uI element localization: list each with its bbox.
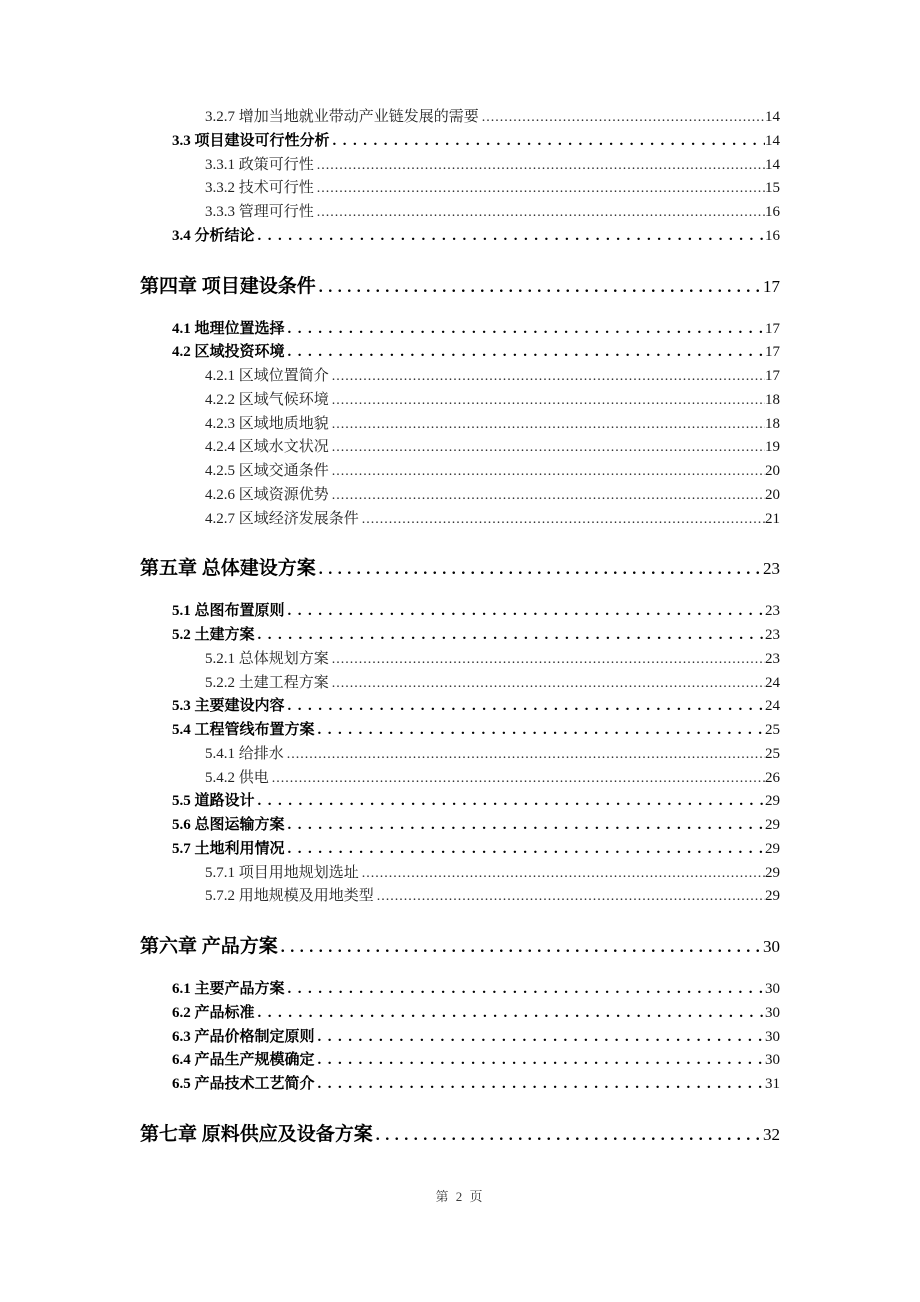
toc-entry-page: 14: [765, 132, 780, 149]
toc-entry-label: 6.5 产品技术工艺简介: [172, 1076, 315, 1092]
toc-chapter-entry[interactable]: [140, 932, 780, 962]
toc-entry-page: 14: [765, 109, 780, 125]
toc-leader-dots: [255, 225, 765, 249]
toc-leader-dots: [330, 130, 765, 154]
toc-chapter-entry[interactable]: [140, 1120, 780, 1150]
toc-chapter-entry[interactable]: [140, 554, 780, 584]
toc-leader-dots: [374, 885, 765, 909]
toc-entry-label: 3.4 分析结论: [172, 227, 255, 244]
toc-entry-page: 24: [765, 698, 780, 715]
toc-entry-label: 5.2 土建方案: [172, 627, 255, 643]
toc-entry-page: 29: [765, 864, 780, 881]
toc-entry-label: 5.4.1 给排水: [205, 745, 284, 762]
toc-entry-label: 5.6 总图运输方案: [172, 817, 285, 833]
toc-entry-page: 17: [765, 320, 780, 337]
toc-leader-dots: [255, 790, 765, 814]
toc-entry[interactable]: [140, 885, 780, 909]
toc-entry[interactable]: [140, 862, 780, 886]
toc-entry-label: 3.3.1 政策可行性: [205, 156, 314, 173]
toc-entry-label: 6.4 产品生产规模确定: [172, 1052, 315, 1069]
toc-entry-label: 5.2.2 土建工程方案: [205, 674, 329, 691]
toc-entry-page: 29: [765, 888, 780, 905]
toc-entry-page: 17: [763, 276, 780, 296]
toc-entry-label: 4.2.6 区域资源优势: [205, 486, 329, 503]
toc-entry-label: 4.2.3 区域地质地貌: [205, 415, 329, 432]
toc-leader-dots: [285, 814, 765, 838]
toc-entry[interactable]: [140, 624, 780, 648]
toc-entry-page: 14: [765, 156, 780, 173]
toc-entry-label: 4.2 区域投资环境: [172, 344, 285, 361]
toc-entry-page: 25: [765, 745, 780, 762]
toc-entry-page: 17: [765, 368, 780, 384]
toc-leader-dots: [314, 177, 765, 201]
toc-entry[interactable]: [140, 978, 780, 1002]
toc-entry[interactable]: [140, 648, 780, 672]
toc-entry-page: 23: [765, 603, 780, 620]
toc-entry[interactable]: [140, 130, 780, 154]
toc-entry[interactable]: [140, 672, 780, 696]
toc-leader-dots: [329, 460, 765, 484]
toc-leader-dots: [269, 767, 765, 791]
toc-leader-dots: [329, 365, 765, 389]
toc-leader-dots: [285, 600, 765, 624]
toc-entry-label: 5.7.2 用地规模及用地类型: [205, 888, 374, 905]
toc-chapter-entry[interactable]: [140, 272, 780, 302]
toc-entry[interactable]: [140, 1002, 780, 1026]
toc-entry-page: 16: [765, 204, 780, 220]
toc-entry[interactable]: [140, 460, 780, 484]
toc-entry[interactable]: [140, 201, 780, 225]
toc-entry-page: 29: [765, 840, 780, 857]
toc-entry-label: 4.2.7 区域经济发展条件: [205, 510, 359, 527]
toc-entry-page: 20: [765, 463, 780, 479]
toc-entry[interactable]: [140, 413, 780, 437]
page-footer: [0, 1186, 920, 1205]
toc-leader-dots: [359, 508, 765, 532]
toc-leader-dots: [314, 154, 765, 178]
toc-entry-page: 24: [765, 674, 780, 691]
toc-entry-label: 4.2.4 区域水文状况: [205, 439, 329, 456]
toc-leader-dots: [255, 1002, 765, 1026]
toc-entry-label: 5.7.1 项目用地规划选址: [205, 864, 359, 881]
toc-leader-dots: [285, 341, 765, 365]
toc-entry-label: 第五章 总体建设方案: [140, 558, 316, 580]
toc-leader-dots: [315, 719, 765, 743]
toc-entry[interactable]: [140, 365, 780, 389]
toc-leader-dots: [316, 554, 763, 585]
toc-leader-dots: [479, 106, 765, 130]
toc-entry-page: 30: [763, 937, 780, 956]
toc-entry-label: 3.2.7 增加当地就业带动产业链发展的需要: [205, 109, 479, 125]
toc-entry-label: 5.5 道路设计: [172, 793, 255, 810]
toc-leader-dots: [315, 1049, 765, 1073]
toc-entry-label: 6.1 主要产品方案: [172, 981, 285, 997]
toc-entry-label: 第七章 原料供应及设备方案: [140, 1123, 373, 1145]
toc-entry-page: 23: [765, 650, 780, 667]
toc-entry[interactable]: [140, 341, 780, 365]
toc-entry[interactable]: [140, 1026, 780, 1050]
toc-entry-page: 20: [765, 486, 780, 503]
toc-leader-dots: [284, 743, 765, 767]
toc-leader-dots: [316, 272, 763, 303]
toc-leader-dots: [373, 1120, 763, 1151]
toc-leader-dots: [255, 624, 765, 648]
toc-entry-label: 3.3.2 技术可行性: [205, 180, 314, 197]
toc-leader-dots: [315, 1073, 765, 1097]
toc-entry-label: 6.3 产品价格制定原则: [172, 1028, 315, 1045]
toc-entry-label: 5.4.2 供电: [205, 769, 269, 786]
toc-entry[interactable]: [140, 508, 780, 532]
toc-entry-page: 31: [765, 1076, 780, 1092]
toc-leader-dots: [285, 978, 765, 1002]
toc-entry-label: 5.3 主要建设内容: [172, 698, 285, 715]
toc-entry[interactable]: [140, 106, 780, 130]
toc-entry-label: 5.1 总图布置原则: [172, 603, 285, 620]
toc-entry-page: 19: [765, 439, 780, 456]
toc-leader-dots: [329, 389, 765, 413]
toc-entry[interactable]: [140, 389, 780, 413]
toc-entry[interactable]: [140, 225, 780, 249]
toc-entry-page: 29: [765, 817, 780, 833]
toc-entry-label: 第六章 产品方案: [140, 936, 278, 957]
toc-entry-label: 5.7 土地利用情况: [172, 840, 285, 857]
toc-entry-page: 30: [765, 981, 780, 997]
toc-entry-label: 4.2.1 区域位置简介: [205, 368, 329, 384]
toc-entry[interactable]: [140, 1049, 780, 1073]
toc-entry-page: 21: [765, 510, 780, 527]
toc-entry-page: 29: [765, 793, 780, 810]
toc-entry-label: 3.3.3 管理可行性: [205, 204, 314, 220]
toc-entry-page: 23: [765, 627, 780, 643]
footer-page-label: 第 2 页: [435, 1189, 485, 1204]
toc-leader-dots: [285, 838, 765, 862]
toc-entry[interactable]: [140, 767, 780, 791]
toc-entry[interactable]: [140, 177, 780, 201]
toc-entry-label: 4.2.5 区域交通条件: [205, 463, 329, 479]
toc-leader-dots: [278, 932, 763, 963]
toc-entry-page: 30: [765, 1052, 780, 1069]
toc-entry[interactable]: [140, 743, 780, 767]
toc-entry-page: 26: [765, 769, 780, 786]
toc-entry[interactable]: [140, 318, 780, 342]
toc-entry[interactable]: [140, 814, 780, 838]
toc-entry-page: 30: [765, 1028, 780, 1045]
toc-entry-page: 18: [765, 391, 780, 408]
toc-entry[interactable]: [140, 719, 780, 743]
toc-entry-page: 17: [765, 344, 780, 361]
toc-entry-page: 32: [763, 1124, 780, 1144]
toc-leader-dots: [285, 695, 765, 719]
toc-leader-dots: [329, 413, 765, 437]
toc-entry-label: 5.2.1 总体规划方案: [205, 650, 329, 667]
toc-entry[interactable]: [140, 436, 780, 460]
toc-entry[interactable]: [140, 600, 780, 624]
toc-leader-dots: [314, 201, 765, 225]
toc-entry-page: 18: [765, 415, 780, 432]
toc-entry-label: 6.2 产品标准: [172, 1004, 255, 1021]
toc-entry[interactable]: [140, 695, 780, 719]
toc-list: [140, 106, 780, 1166]
toc-entry-label: 4.1 地理位置选择: [172, 320, 285, 337]
toc-entry-page: 15: [765, 180, 780, 197]
toc-entry[interactable]: [140, 154, 780, 178]
toc-entry[interactable]: [140, 1073, 780, 1097]
toc-entry-page: 16: [765, 227, 780, 244]
toc-leader-dots: [329, 672, 765, 696]
toc-entry-page: 30: [765, 1004, 780, 1021]
toc-leader-dots: [329, 648, 765, 672]
toc-leader-dots: [329, 436, 765, 460]
toc-entry[interactable]: [140, 484, 780, 508]
toc-leader-dots: [315, 1026, 765, 1050]
toc-entry-label: 4.2.2 区域气候环境: [205, 391, 329, 408]
toc-entry-label: 第四章 项目建设条件: [140, 275, 316, 297]
toc-leader-dots: [329, 484, 765, 508]
toc-entry-page: 23: [763, 559, 780, 579]
toc-entry[interactable]: [140, 838, 780, 862]
toc-leader-dots: [359, 862, 765, 886]
toc-entry-label: 5.4 工程管线布置方案: [172, 722, 315, 738]
toc-entry-label: 3.3 项目建设可行性分析: [172, 132, 330, 149]
toc-leader-dots: [285, 318, 765, 342]
toc-entry-page: 25: [765, 722, 780, 738]
toc-entry[interactable]: [140, 790, 780, 814]
